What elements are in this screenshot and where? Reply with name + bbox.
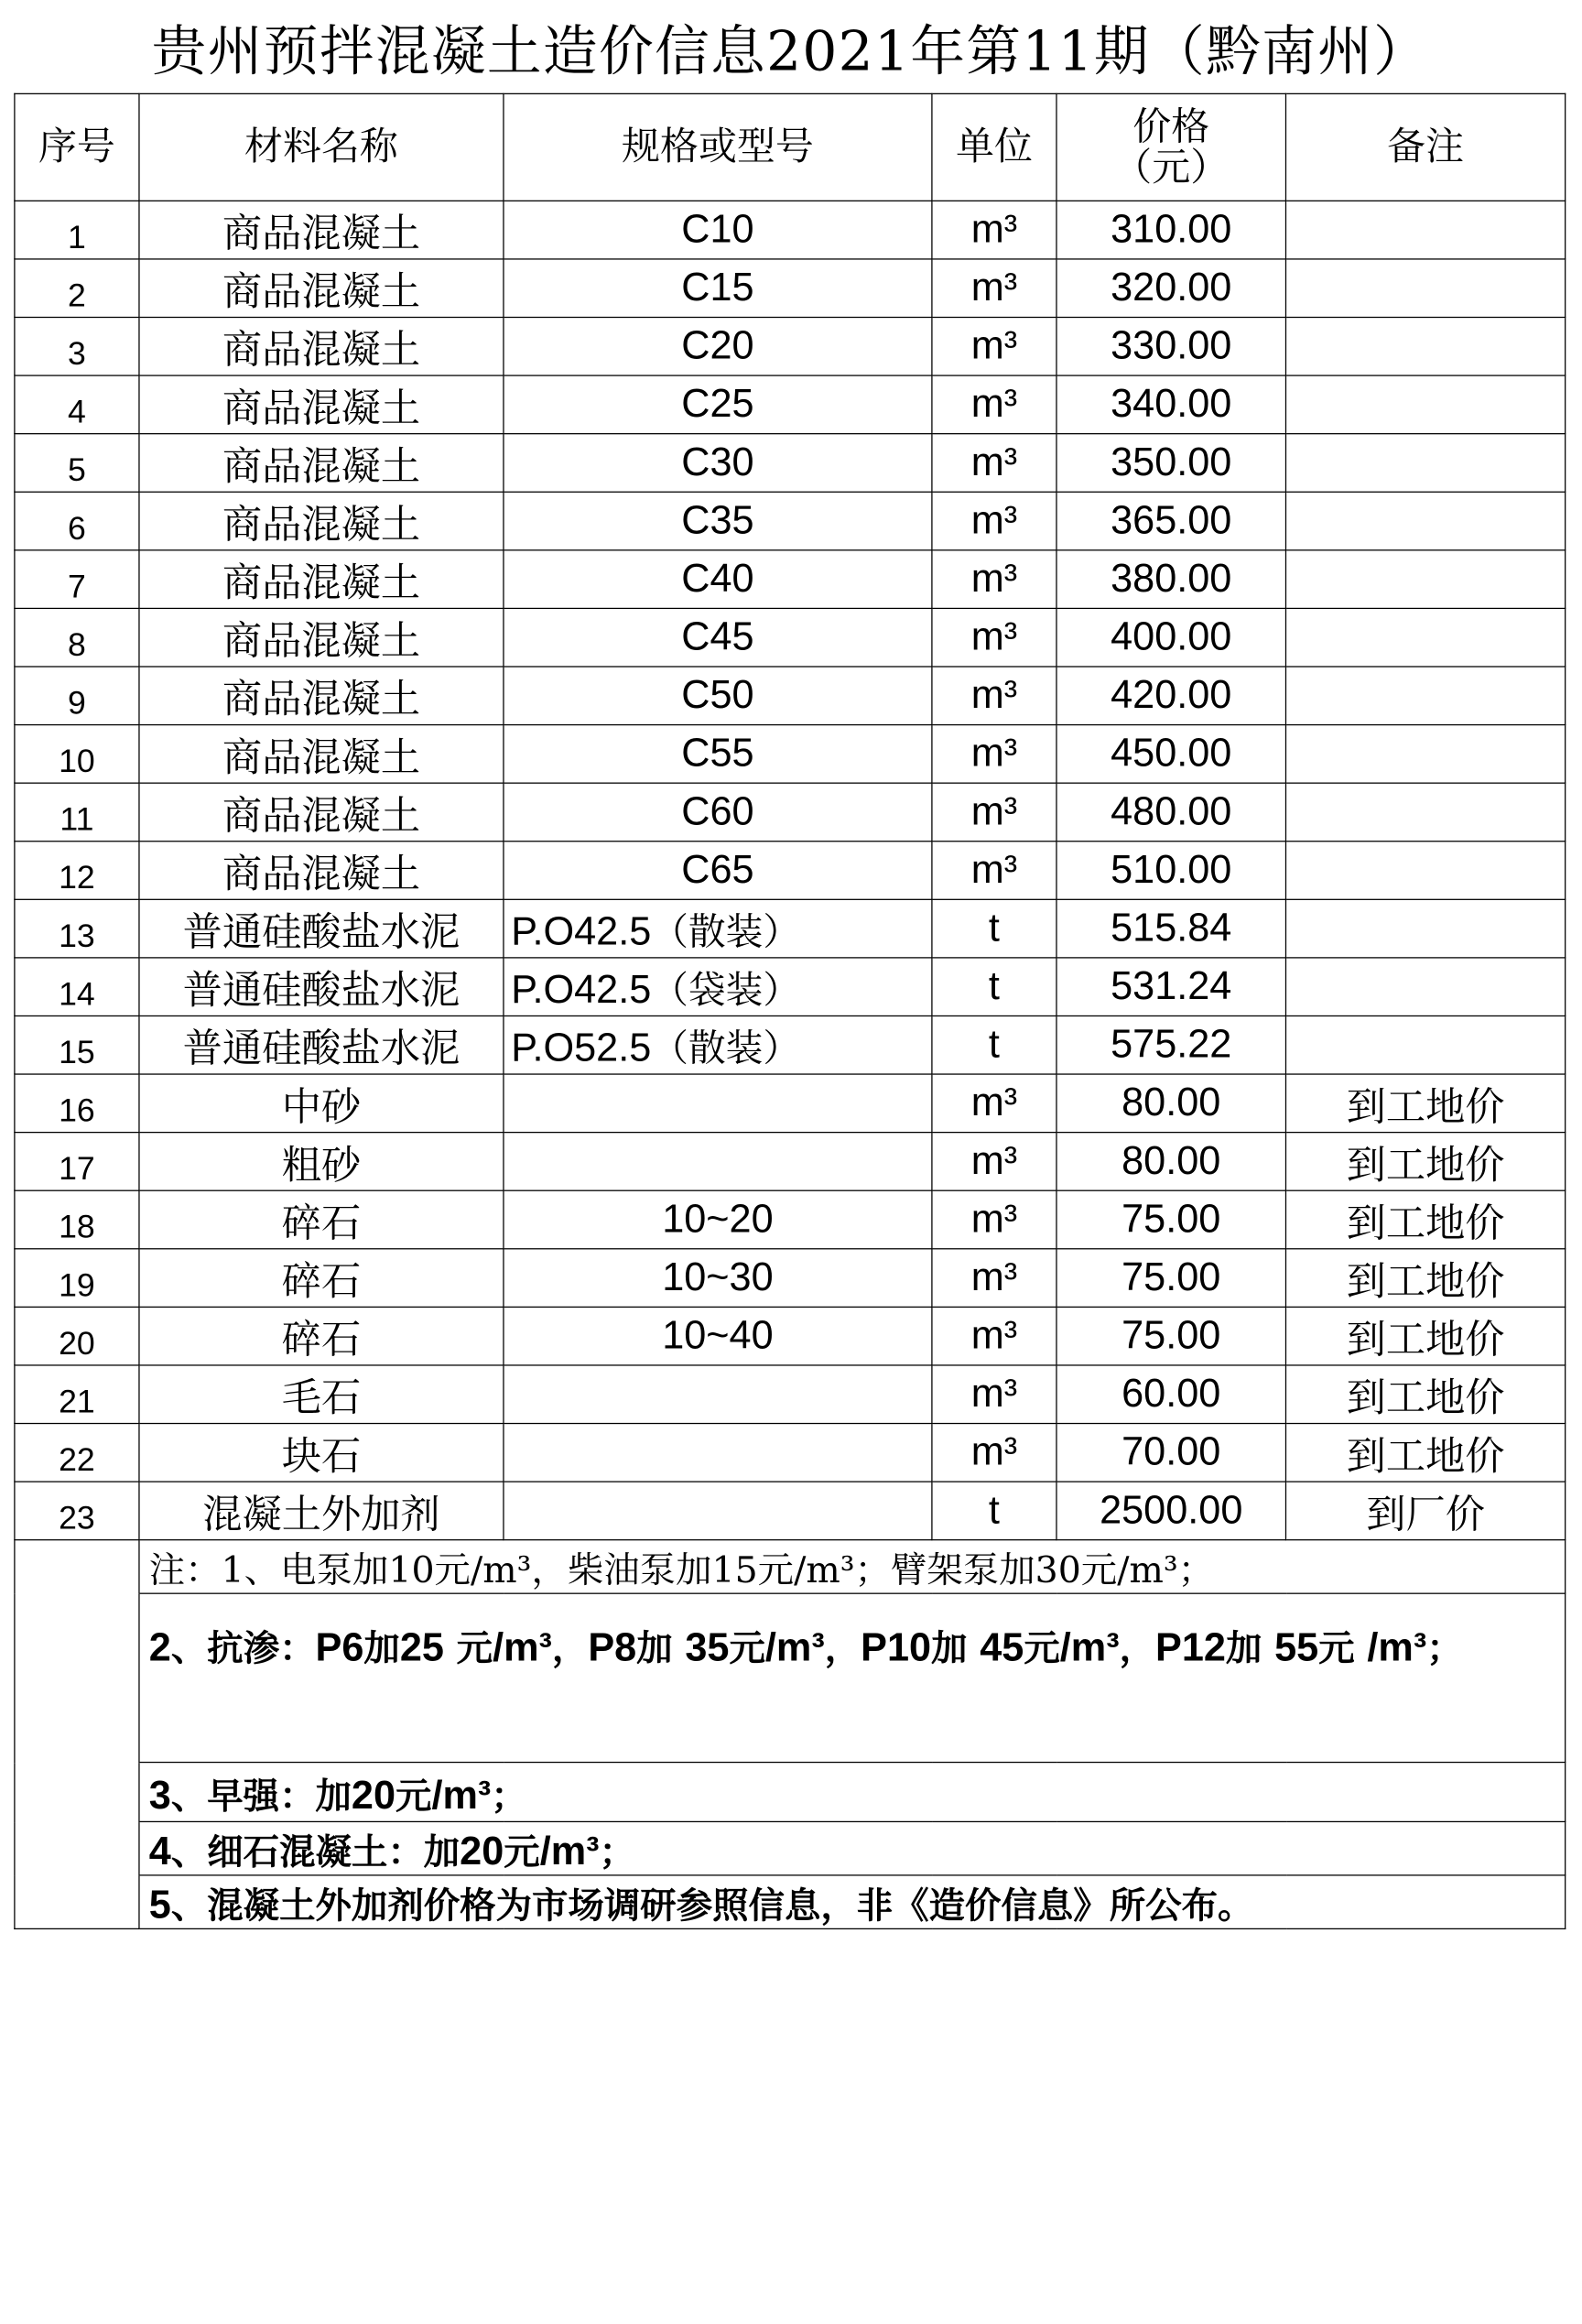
cell-remark <box>1285 318 1565 376</box>
cell-seq: 11 <box>15 783 139 842</box>
note-text: 元 <box>396 1775 432 1818</box>
cell-spec <box>504 1015 932 1074</box>
cell-spec <box>504 1424 932 1482</box>
spec-package: （袋装） <box>651 967 801 1012</box>
note-blank-cell <box>15 1821 139 1874</box>
cell-name: 商品混凝土 <box>139 375 504 434</box>
table-row <box>15 1133 1566 1191</box>
cell-spec: C45 <box>504 608 932 667</box>
cell-remark <box>1285 550 1565 609</box>
header-price-line1: 价格 <box>1132 103 1210 149</box>
cell-unit: m³ <box>932 492 1056 550</box>
note-row <box>15 1540 1566 1593</box>
spec-package: （散装） <box>651 1025 801 1070</box>
cell-spec <box>504 899 932 958</box>
header-name: 材料名称 <box>139 93 504 201</box>
note-text: 加 <box>931 1627 981 1670</box>
note-text: 25 <box>399 1625 444 1670</box>
note-text: P8 <box>588 1625 637 1670</box>
cell-spec: C50 <box>504 667 932 725</box>
cell-spec: C35 <box>504 492 932 550</box>
cell-name: 块石 <box>139 1424 504 1482</box>
cell-remark <box>1285 783 1565 842</box>
cell-seq: 9 <box>15 667 139 725</box>
note-text: 元 <box>504 1831 540 1874</box>
cell-remark <box>1285 259 1565 318</box>
table-row <box>15 1015 1566 1074</box>
cell-name: 普通硅酸盐水泥 <box>139 899 504 958</box>
cell-remark <box>1285 201 1565 259</box>
cell-price: 400.00 <box>1056 608 1286 667</box>
table-row <box>15 550 1566 609</box>
note-row <box>15 1821 1566 1874</box>
cell-unit: m³ <box>932 725 1056 784</box>
cell-remark <box>1285 492 1565 550</box>
cell-seq: 12 <box>15 842 139 900</box>
cell-unit: m³ <box>932 1133 1056 1191</box>
table-row <box>15 1074 1566 1133</box>
note-text: 20 <box>460 1829 504 1874</box>
cell-name: 中砂 <box>139 1074 504 1133</box>
note-text: 元 <box>1024 1627 1060 1670</box>
cell-spec: C15 <box>504 259 932 318</box>
header-spec: 规格或型号 <box>504 93 932 201</box>
header-row <box>15 93 1566 201</box>
note-blank-cell <box>15 1593 139 1762</box>
cell-unit: m³ <box>932 259 1056 318</box>
header-remark: 备注 <box>1285 93 1565 201</box>
cell-price: 420.00 <box>1056 667 1286 725</box>
cell-remark <box>1285 667 1565 725</box>
cell-price: 75.00 <box>1056 1190 1286 1249</box>
cell-spec <box>504 1482 932 1540</box>
spec-code: P.O42.5 <box>511 908 652 953</box>
note-text: 3 <box>148 1773 171 1818</box>
cell-name: 粗砂 <box>139 1133 504 1191</box>
table-row <box>15 899 1566 958</box>
note-2 <box>139 1593 1566 1762</box>
cell-name: 毛石 <box>139 1365 504 1424</box>
cell-remark <box>1285 899 1565 958</box>
cell-spec: C55 <box>504 725 932 784</box>
cell-price: 365.00 <box>1056 492 1286 550</box>
cell-spec <box>504 1133 932 1191</box>
cell-price: 75.00 <box>1056 1249 1286 1308</box>
note-text: /m³ <box>1059 1625 1120 1670</box>
cell-price: 480.00 <box>1056 783 1286 842</box>
note-text: P6 <box>315 1625 364 1670</box>
note-text: ， <box>824 1627 861 1670</box>
cell-name: 碎石 <box>139 1307 504 1365</box>
note-text: ； <box>491 1775 527 1818</box>
cell-remark <box>1285 958 1565 1016</box>
cell-seq: 18 <box>15 1190 139 1249</box>
cell-seq: 4 <box>15 375 139 434</box>
cell-seq: 23 <box>15 1482 139 1540</box>
note-text: 55 <box>1274 1625 1319 1670</box>
cell-name: 普通硅酸盐水泥 <box>139 958 504 1016</box>
cell-price: 340.00 <box>1056 375 1286 434</box>
cell-remark: 到工地价 <box>1285 1424 1565 1482</box>
note-text: P12 <box>1155 1625 1226 1670</box>
cell-remark <box>1285 375 1565 434</box>
cell-spec: 10~20 <box>504 1190 932 1249</box>
cell-seq: 2 <box>15 259 139 318</box>
table-row <box>15 725 1566 784</box>
note-text: 加 <box>1225 1627 1275 1670</box>
table-row <box>15 1307 1566 1365</box>
cell-price: 310.00 <box>1056 201 1286 259</box>
cell-name: 商品混凝土 <box>139 318 504 376</box>
cell-name: 商品混凝土 <box>139 667 504 725</box>
table-row <box>15 492 1566 550</box>
note-row <box>15 1593 1566 1762</box>
cell-name: 商品混凝土 <box>139 725 504 784</box>
note-text: 加 <box>315 1775 352 1818</box>
cell-unit: m³ <box>932 375 1056 434</box>
note-text: 、混凝土外加剂价格为市场调研参照信息，非《造价信息》所公布。 <box>170 1884 1254 1928</box>
cell-seq: 3 <box>15 318 139 376</box>
note-text: 35 <box>685 1625 730 1670</box>
cell-seq: 5 <box>15 434 139 493</box>
table-row <box>15 1365 1566 1424</box>
cell-name: 商品混凝土 <box>139 492 504 550</box>
cell-seq: 22 <box>15 1424 139 1482</box>
cell-spec: C10 <box>504 201 932 259</box>
cell-name: 混凝土外加剂 <box>139 1482 504 1540</box>
table-row <box>15 958 1566 1016</box>
spec-package: （散装） <box>651 908 801 953</box>
cell-seq: 7 <box>15 550 139 609</box>
table-row <box>15 201 1566 259</box>
note-text: 元 <box>443 1627 493 1670</box>
cell-price: 75.00 <box>1056 1307 1286 1365</box>
note-blank-cell <box>15 1540 139 1593</box>
cell-unit: m³ <box>932 667 1056 725</box>
cell-name: 商品混凝土 <box>139 608 504 667</box>
cell-unit: t <box>932 1482 1056 1540</box>
cell-spec: C25 <box>504 375 932 434</box>
table-row <box>15 1190 1566 1249</box>
cell-price: 515.84 <box>1056 899 1286 958</box>
cell-unit: t <box>932 958 1056 1016</box>
cell-seq: 10 <box>15 725 139 784</box>
cell-price: 510.00 <box>1056 842 1286 900</box>
header-seq: 序号 <box>15 93 139 201</box>
cell-price: 380.00 <box>1056 550 1286 609</box>
cell-seq: 21 <box>15 1365 139 1424</box>
cell-seq: 6 <box>15 492 139 550</box>
cell-spec <box>504 1365 932 1424</box>
cell-spec: C30 <box>504 434 932 493</box>
cell-spec: 10~30 <box>504 1249 932 1308</box>
cell-spec: C20 <box>504 318 932 376</box>
table-row <box>15 842 1566 900</box>
cell-price: 80.00 <box>1056 1133 1286 1191</box>
note-text: /m³ <box>539 1829 600 1874</box>
cell-unit: m³ <box>932 1074 1056 1133</box>
note-text: /m³ <box>1367 1625 1427 1670</box>
cell-name: 商品混凝土 <box>139 201 504 259</box>
table-row <box>15 434 1566 493</box>
cell-unit: m³ <box>932 1249 1056 1308</box>
note-text: 元 <box>1318 1627 1368 1670</box>
cell-remark <box>1285 725 1565 784</box>
cell-price: 320.00 <box>1056 259 1286 318</box>
header-price <box>1056 93 1286 201</box>
note-text: ； <box>599 1831 635 1874</box>
note-text: 45 <box>980 1625 1024 1670</box>
table-row <box>15 1482 1566 1540</box>
note-text: /m³ <box>764 1625 825 1670</box>
note-text: ， <box>1119 1627 1156 1670</box>
cell-unit: m³ <box>932 1190 1056 1249</box>
cell-remark: 到厂价 <box>1285 1482 1565 1540</box>
cell-remark <box>1285 608 1565 667</box>
cell-unit: m³ <box>932 434 1056 493</box>
table-row <box>15 783 1566 842</box>
cell-unit: m³ <box>932 318 1056 376</box>
table-row <box>15 667 1566 725</box>
note-text: 、早强： <box>170 1775 316 1818</box>
cell-unit: m³ <box>932 550 1056 609</box>
note-text: 4 <box>148 1829 171 1874</box>
note-text: /m³ <box>431 1773 492 1818</box>
header-price-line2: （元） <box>1113 144 1230 190</box>
note-blank-cell <box>15 1875 139 1928</box>
cell-spec: C40 <box>504 550 932 609</box>
price-table <box>14 93 1566 1929</box>
table-row <box>15 1249 1566 1308</box>
note-3 <box>139 1763 1566 1822</box>
cell-spec: 10~40 <box>504 1307 932 1365</box>
cell-name: 商品混凝土 <box>139 259 504 318</box>
cell-price: 330.00 <box>1056 318 1286 376</box>
cell-remark <box>1285 842 1565 900</box>
cell-price: 450.00 <box>1056 725 1286 784</box>
note-blank-cell <box>15 1763 139 1822</box>
cell-unit: t <box>932 899 1056 958</box>
cell-remark: 到工地价 <box>1285 1190 1565 1249</box>
cell-seq: 1 <box>15 201 139 259</box>
note-4 <box>139 1821 1566 1874</box>
cell-remark: 到工地价 <box>1285 1365 1565 1424</box>
note-text: 、细石混凝土： <box>170 1831 424 1874</box>
cell-name: 碎石 <box>139 1190 504 1249</box>
table-row <box>15 318 1566 376</box>
cell-name: 商品混凝土 <box>139 434 504 493</box>
cell-price: 2500.00 <box>1056 1482 1286 1540</box>
cell-price: 350.00 <box>1056 434 1286 493</box>
cell-seq: 20 <box>15 1307 139 1365</box>
cell-spec <box>504 958 932 1016</box>
note-text: 加 <box>363 1627 400 1670</box>
cell-remark: 到工地价 <box>1285 1074 1565 1133</box>
cell-seq: 16 <box>15 1074 139 1133</box>
note-text: ； <box>1426 1627 1463 1670</box>
note-text: 加 <box>636 1627 686 1670</box>
table-row <box>15 259 1566 318</box>
note-text: 、抗渗： <box>170 1627 316 1670</box>
spec-code: P.O52.5 <box>511 1025 652 1070</box>
header-unit: 单位 <box>932 93 1056 201</box>
note-text: ， <box>551 1627 589 1670</box>
cell-unit: m³ <box>932 1307 1056 1365</box>
note-text: 5 <box>148 1883 171 1928</box>
table-row <box>15 1424 1566 1482</box>
note-row <box>15 1763 1566 1822</box>
cell-unit: m³ <box>932 1365 1056 1424</box>
cell-unit: t <box>932 1015 1056 1074</box>
note-text: /m³ <box>493 1625 552 1670</box>
note-text: 2 <box>148 1625 171 1670</box>
note-5 <box>139 1875 1566 1928</box>
cell-unit: m³ <box>932 201 1056 259</box>
cell-name: 碎石 <box>139 1249 504 1308</box>
table-row <box>15 608 1566 667</box>
note-text: P10 <box>861 1625 932 1670</box>
cell-price: 70.00 <box>1056 1424 1286 1482</box>
cell-spec <box>504 1074 932 1133</box>
cell-seq: 15 <box>15 1015 139 1074</box>
spec-code: P.O42.5 <box>511 967 652 1012</box>
cell-seq: 8 <box>15 608 139 667</box>
cell-remark: 到工地价 <box>1285 1133 1565 1191</box>
note-row <box>15 1875 1566 1928</box>
cell-price: 575.22 <box>1056 1015 1286 1074</box>
table-row <box>15 375 1566 434</box>
cell-seq: 14 <box>15 958 139 1016</box>
note-text: 元 <box>729 1627 765 1670</box>
cell-name: 商品混凝土 <box>139 842 504 900</box>
cell-unit: m³ <box>932 608 1056 667</box>
cell-name: 商品混凝土 <box>139 783 504 842</box>
cell-unit: m³ <box>932 783 1056 842</box>
note-1: 注：1、电泵加10元/m³，柴油泵加15元/m³；臂架泵加30元/m³； <box>139 1540 1566 1593</box>
note-text: 20 <box>351 1773 396 1818</box>
cell-unit: m³ <box>932 842 1056 900</box>
cell-name: 商品混凝土 <box>139 550 504 609</box>
cell-unit: m³ <box>932 1424 1056 1482</box>
cell-spec: C60 <box>504 783 932 842</box>
cell-remark <box>1285 1015 1565 1074</box>
cell-remark <box>1285 434 1565 493</box>
cell-spec: C65 <box>504 842 932 900</box>
cell-name: 普通硅酸盐水泥 <box>139 1015 504 1074</box>
note-text: 加 <box>423 1831 461 1874</box>
cell-price: 60.00 <box>1056 1365 1286 1424</box>
page-title: 贵州预拌混凝土造价信息2021年第11期（黔南州） <box>151 18 1430 83</box>
cell-price: 80.00 <box>1056 1074 1286 1133</box>
cell-remark: 到工地价 <box>1285 1249 1565 1308</box>
cell-seq: 17 <box>15 1133 139 1191</box>
cell-seq: 19 <box>15 1249 139 1308</box>
cell-price: 531.24 <box>1056 958 1286 1016</box>
cell-seq: 13 <box>15 899 139 958</box>
cell-remark: 到工地价 <box>1285 1307 1565 1365</box>
